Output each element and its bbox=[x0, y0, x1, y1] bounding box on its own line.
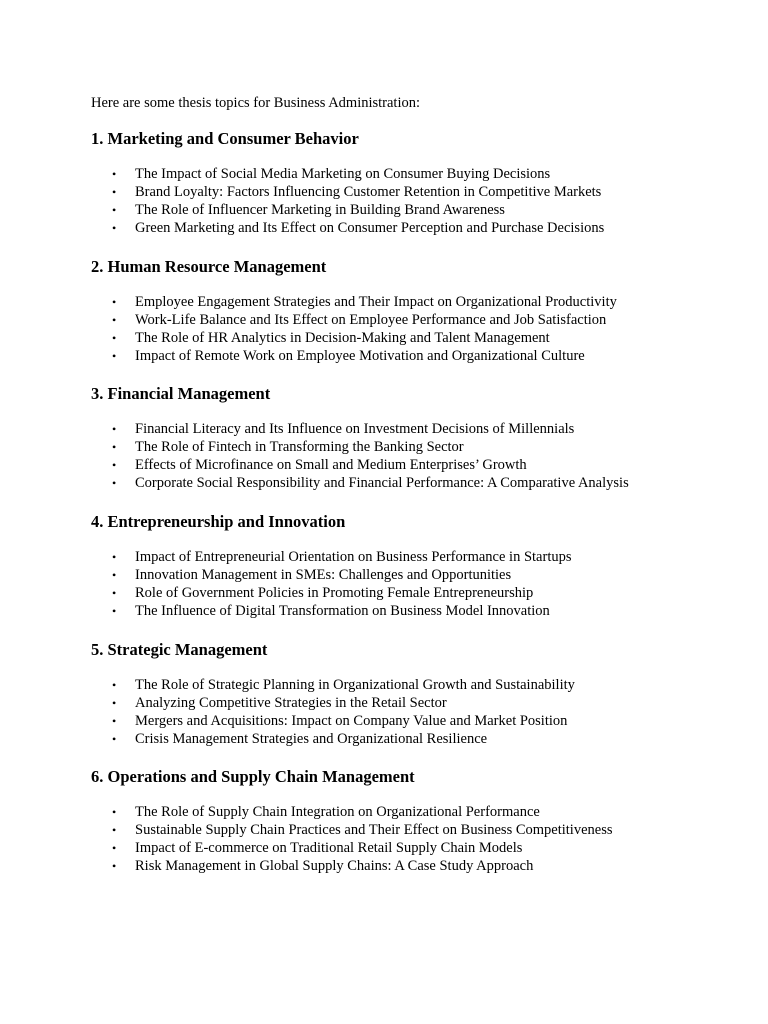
bullet-icon: • bbox=[112, 476, 117, 490]
section-heading: 4. Entrepreneurship and Innovation bbox=[91, 512, 346, 531]
list-item bbox=[91, 857, 751, 875]
section-marketing bbox=[91, 129, 751, 237]
list-item-text: Brand Loyalty: Factors Influencing Customer Retention in Competitive Markets bbox=[135, 184, 602, 200]
list-item-text: Mergers and Acquisitions: Impact on Company Value and Market Position bbox=[135, 713, 568, 729]
list-item bbox=[91, 219, 751, 237]
list-item-text: Impact of E-commerce on Traditional Retail Supply Chain Models bbox=[135, 840, 523, 856]
bullet-icon: • bbox=[112, 458, 117, 472]
list-item bbox=[91, 548, 751, 566]
bullet-icon: • bbox=[112, 823, 117, 837]
section-financial bbox=[91, 384, 751, 492]
bullet-icon: • bbox=[112, 604, 117, 618]
list-item bbox=[91, 183, 751, 201]
list-item bbox=[91, 165, 751, 183]
list-item-text: The Role of Strategic Planning in Organizational Growth and Sustainability bbox=[135, 677, 575, 693]
list-item-text: Financial Literacy and Its Influence on Investment Decisions of Millennials bbox=[135, 421, 575, 437]
list-item bbox=[91, 438, 751, 456]
list-item bbox=[91, 694, 751, 712]
bullet-icon: • bbox=[112, 678, 117, 692]
list-item-text: Role of Government Policies in Promoting Female Entrepreneurship bbox=[135, 585, 534, 601]
list-item bbox=[91, 584, 751, 602]
section-operations bbox=[91, 767, 751, 875]
section-heading: 3. Financial Management bbox=[91, 384, 271, 403]
bullet-icon: • bbox=[112, 349, 117, 363]
list-item bbox=[91, 201, 751, 219]
list-item bbox=[91, 293, 751, 311]
list-item bbox=[91, 839, 751, 857]
list-item bbox=[91, 676, 751, 694]
section-heading: 6. Operations and Supply Chain Management bbox=[91, 767, 415, 786]
list-item-text: Analyzing Competitive Strategies in the Retail Sector bbox=[135, 695, 447, 711]
list-item-text: The Influence of Digital Transformation on Business Model Innovation bbox=[135, 603, 550, 619]
list-item-text: Risk Management in Global Supply Chains: A Case Study Approach bbox=[135, 858, 534, 874]
list-item-text: Innovation Management in SMEs: Challenges and Opportunities bbox=[135, 567, 512, 583]
list-item bbox=[91, 712, 751, 730]
bullet-icon: • bbox=[112, 841, 117, 855]
bullet-icon: • bbox=[112, 550, 117, 564]
list-item bbox=[91, 347, 751, 365]
bullet-icon: • bbox=[112, 568, 117, 582]
list-item-text: Sustainable Supply Chain Practices and Their Effect on Business Competitiveness bbox=[135, 822, 613, 838]
list-item bbox=[91, 329, 751, 347]
list-item-text: Crisis Management Strategies and Organizational Resilience bbox=[135, 731, 488, 747]
topic-list bbox=[91, 420, 751, 492]
topic-list bbox=[91, 293, 751, 365]
bullet-icon: • bbox=[112, 221, 117, 235]
bullet-icon: • bbox=[112, 295, 117, 309]
list-item bbox=[91, 730, 751, 748]
list-item bbox=[91, 803, 751, 821]
section-strategic bbox=[91, 640, 751, 748]
list-item-text: The Impact of Social Media Marketing on Consumer Buying Decisions bbox=[135, 166, 551, 182]
list-item bbox=[91, 566, 751, 584]
list-item bbox=[91, 420, 751, 438]
list-item-text: The Role of Influencer Marketing in Building Brand Awareness bbox=[135, 202, 505, 218]
list-item-text: Corporate Social Responsibility and Financial Performance: A Comparative Analysis bbox=[135, 475, 629, 491]
topic-list bbox=[91, 676, 751, 748]
section-human-resource bbox=[91, 257, 751, 365]
bullet-icon: • bbox=[112, 696, 117, 710]
list-item-text: The Role of Fintech in Transforming the Banking Sector bbox=[135, 439, 464, 455]
list-item-text: Effects of Microfinance on Small and Medium Enterprises’ Growth bbox=[135, 457, 527, 473]
list-item-text: The Role of Supply Chain Integration on Organizational Performance bbox=[135, 804, 540, 820]
bullet-icon: • bbox=[112, 203, 117, 217]
bullet-icon: • bbox=[112, 732, 117, 746]
list-item-text: Work-Life Balance and Its Effect on Employee Performance and Job Satisfaction bbox=[135, 312, 607, 328]
bullet-icon: • bbox=[112, 805, 117, 819]
section-entrepreneurship bbox=[91, 512, 751, 620]
list-item bbox=[91, 821, 751, 839]
bullet-icon: • bbox=[112, 859, 117, 873]
bullet-icon: • bbox=[112, 313, 117, 327]
section-heading: 2. Human Resource Management bbox=[91, 257, 327, 276]
list-item-text: Green Marketing and Its Effect on Consumer Perception and Purchase Decisions bbox=[135, 220, 605, 236]
list-item bbox=[91, 602, 751, 620]
bullet-icon: • bbox=[112, 331, 117, 345]
intro-text: Here are some thesis topics for Business Administration: bbox=[91, 95, 421, 111]
bullet-icon: • bbox=[112, 714, 117, 728]
list-item bbox=[91, 456, 751, 474]
list-item-text: Employee Engagement Strategies and Their Impact on Organizational Productivity bbox=[135, 294, 617, 310]
bullet-icon: • bbox=[112, 422, 117, 436]
topic-list bbox=[91, 803, 751, 875]
list-item bbox=[91, 474, 751, 492]
list-item-text: Impact of Entrepreneurial Orientation on Business Performance in Startups bbox=[135, 549, 572, 565]
topic-list bbox=[91, 548, 751, 620]
list-item bbox=[91, 311, 751, 329]
bullet-icon: • bbox=[112, 167, 117, 181]
bullet-icon: • bbox=[112, 440, 117, 454]
topic-list bbox=[91, 165, 751, 237]
bullet-icon: • bbox=[112, 586, 117, 600]
bullet-icon: • bbox=[112, 185, 117, 199]
list-item-text: The Role of HR Analytics in Decision-Making and Talent Management bbox=[135, 330, 550, 346]
list-item-text: Impact of Remote Work on Employee Motivation and Organizational Culture bbox=[135, 348, 585, 364]
section-heading: 5. Strategic Management bbox=[91, 640, 268, 659]
section-heading: 1. Marketing and Consumer Behavior bbox=[91, 129, 359, 148]
